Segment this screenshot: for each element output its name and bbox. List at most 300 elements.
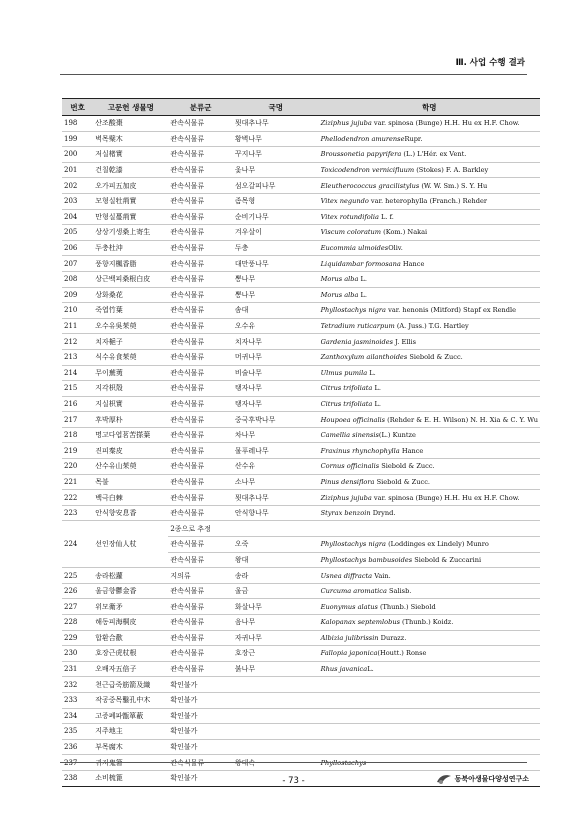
cell-note: 2종으로 추정: [168, 521, 540, 537]
cell-korean-name: 대만풍나무: [233, 256, 319, 272]
table-row: [62, 443, 540, 459]
table-row: [62, 162, 540, 178]
cell-no: 210: [62, 303, 93, 319]
cell-scientific-name: [319, 193, 540, 209]
cell-no: 217: [62, 412, 93, 428]
scientific-name-italic: Vitex negundo: [320, 197, 369, 206]
cell-old-name: 위모衛矛: [93, 599, 168, 615]
cell-korean-name: [233, 708, 319, 724]
scientific-name-author: Hance: [400, 259, 425, 268]
cell-taxon: 관속식물류: [168, 334, 233, 350]
cell-taxon: 관속식물류: [168, 381, 233, 397]
scientific-name-author: var. spinosa (Bunge) H.H. Hu ex H.F. Chow.: [371, 493, 520, 502]
cell-old-name: 지실枳實: [93, 396, 168, 412]
scientific-name-author: Siebold & Zuccarini: [412, 555, 482, 564]
cell-scientific-name: [319, 412, 540, 428]
cell-korean-name: 오수유: [233, 318, 319, 334]
scientific-name-author: L. f.: [378, 212, 394, 221]
cell-scientific-name: [319, 677, 540, 693]
cell-no: 202: [62, 178, 93, 194]
cell-korean-name: 울금: [233, 583, 319, 599]
cell-korean-name: 뽕나무: [233, 271, 319, 287]
scientific-name-italic: Liquidambar formosana: [320, 259, 401, 268]
cell-old-name: 무이蕪荑: [93, 365, 168, 381]
scientific-name-author: Siebold & Zucc.: [407, 353, 463, 362]
cell-no: 211: [62, 318, 93, 334]
cell-scientific-name: [319, 708, 540, 724]
scientific-name-author: J. Ellis: [393, 337, 416, 346]
cell-korean-name: 탱자나무: [233, 396, 319, 412]
cell-taxon: 관속식물류: [168, 755, 233, 771]
scientific-name-italic: Euonymus alatus: [320, 602, 378, 611]
cell-scientific-name: [319, 459, 540, 475]
cell-old-name: 호장근虎杖根: [93, 646, 168, 662]
cell-taxon: 관속식물류: [168, 646, 233, 662]
cell-korean-name: 치자나무: [233, 334, 319, 350]
cell-no: 230: [62, 646, 93, 662]
scientific-name-italic: Zanthoxylum ailanthoides: [320, 353, 408, 362]
cell-old-name: 명고다엽茗苦搽葉: [93, 427, 168, 443]
scientific-name-italic: Viscum coloratum: [320, 228, 382, 237]
table-row: [62, 427, 540, 443]
footer-rule: [60, 762, 527, 763]
table-row: [62, 599, 540, 615]
scientific-name-italic: Cornus officinalis: [320, 462, 380, 471]
table-row: [62, 334, 540, 350]
cell-taxon: 관속식물류: [168, 459, 233, 475]
cell-scientific-name: [319, 552, 540, 568]
cell-taxon: 관속식물류: [168, 443, 233, 459]
cell-korean-name: 뽕나무: [233, 287, 319, 303]
scientific-name-italic: Broussonetia papyrifera: [320, 150, 402, 159]
cell-korean-name: 탱자나무: [233, 381, 319, 397]
cell-scientific-name: [319, 537, 540, 553]
cell-old-name: 상근백피桑根白皮: [93, 271, 168, 287]
scientific-name-author: L.: [372, 384, 381, 393]
cell-old-name: 천근급죽筋箭及織: [93, 677, 168, 693]
cell-old-name: 송라松蘿: [93, 568, 168, 584]
scientific-name-italic: Eleutherococcus gracilistylus: [320, 181, 420, 190]
cell-korean-name: 비술나무: [233, 365, 319, 381]
table-header-row: [62, 99, 540, 116]
cell-taxon: 관속식물류: [168, 147, 233, 163]
scientific-name-italic: Gardenia jasminoides: [320, 337, 394, 346]
cell-old-name: 치자梔子: [93, 334, 168, 350]
scientific-name-author: (L.) Kuntze: [378, 431, 416, 440]
organization-footer: [436, 773, 529, 785]
cell-scientific-name: [319, 568, 540, 584]
cell-scientific-name: [319, 131, 540, 147]
cell-no: 229: [62, 630, 93, 646]
organization-logo-icon: [436, 773, 452, 785]
cell-scientific-name: [319, 318, 540, 334]
cell-old-name: 지주地主: [93, 724, 168, 740]
cell-taxon: 관속식물류: [168, 225, 233, 241]
cell-taxon: 관속식물류: [168, 552, 233, 568]
header-rule: [60, 74, 527, 75]
table-row: [62, 193, 540, 209]
table-row: [62, 271, 540, 287]
cell-taxon: 관속식물류: [168, 178, 233, 194]
table-row: [62, 287, 540, 303]
cell-old-name: 상상기생桑上寄生: [93, 225, 168, 241]
scientific-name-author: (Stokes) F. A. Barkley: [414, 166, 489, 175]
scientific-name-author: Durazz.: [378, 633, 407, 642]
cell-old-name: 귀저鬼箸: [93, 755, 168, 771]
scientific-name-italic: Kalopanax septemlobus: [320, 618, 400, 627]
scientific-name-author: L.: [358, 275, 367, 284]
scientific-name-author: L.: [358, 290, 367, 299]
cell-korean-name: 오죽: [233, 537, 319, 553]
cell-scientific-name: [319, 256, 540, 272]
table-row: [62, 568, 540, 584]
table-row: [62, 630, 540, 646]
scientific-name-author: Salisb.: [386, 587, 412, 596]
cell-korean-name: 묏대추나무: [233, 116, 319, 132]
organization-name: 동북아생물다양성연구소: [454, 775, 529, 783]
cell-old-name: 식수유食茱萸: [93, 349, 168, 365]
scientific-name-italic: Citrus trifoliata: [320, 384, 373, 393]
cell-scientific-name: [319, 443, 540, 459]
scientific-name-italic: Toxicodendron vernicifluum: [320, 166, 415, 175]
cell-scientific-name: [319, 724, 540, 740]
table-row: [62, 474, 540, 490]
cell-taxon: 관속식물류: [168, 505, 233, 521]
cell-no: 232: [62, 677, 93, 693]
cell-korean-name: [233, 692, 319, 708]
cell-old-name: 백극白棘: [93, 490, 168, 506]
cell-no: 226: [62, 583, 93, 599]
cell-no: 214: [62, 365, 93, 381]
cell-korean-name: 겨우살이: [233, 225, 319, 241]
table-row: [62, 692, 540, 708]
table-row: [62, 349, 540, 365]
cell-taxon: 관속식물류: [168, 287, 233, 303]
col-header-korean-name: 국명: [233, 99, 319, 116]
cell-old-name: 오가피五加皮: [93, 178, 168, 194]
col-header-old-name: 고문헌 생물명: [93, 99, 168, 116]
cell-korean-name: [233, 739, 319, 755]
cell-old-name: 작공중목鑿孔中木: [93, 692, 168, 708]
cell-korean-name: 두충: [233, 240, 319, 256]
cell-no: 223: [62, 505, 93, 521]
cell-old-name: 만형실蔓荊實: [93, 209, 168, 225]
cell-old-name: 안식향安息香: [93, 505, 168, 521]
cell-korean-name: 좀목형: [233, 193, 319, 209]
scientific-name-author: L.: [367, 665, 374, 674]
table-row: [62, 646, 540, 662]
cell-old-name: 고증폐파甑箪蔽: [93, 708, 168, 724]
cell-korean-name: 섬오갈피나무: [233, 178, 319, 194]
cell-no: 234: [62, 708, 93, 724]
scientific-name-italic: Houpoea officinalis: [320, 415, 386, 424]
cell-no: 207: [62, 256, 93, 272]
scientific-name-italic: Phyllostachys nigra: [320, 306, 386, 315]
cell-taxon: 확인불가: [168, 692, 233, 708]
cell-taxon: 확인불가: [168, 724, 233, 740]
cell-taxon: 지의류: [168, 568, 233, 584]
scientific-name-author: (Rehder & E. H. Wilson) N. H. Xia & C. Y. Wu: [385, 415, 538, 424]
table-row: [62, 131, 540, 147]
table-row: [62, 225, 540, 241]
cell-taxon: 관속식물류: [168, 209, 233, 225]
scientific-name-italic: Fraxinus rhynchophylla: [320, 446, 400, 455]
scientific-name-italic: Rhus javanica: [320, 665, 368, 674]
cell-scientific-name: [319, 692, 540, 708]
scientific-name-author: var. heterophylla (Franch.) Rehder: [368, 197, 488, 206]
cell-old-name: 소비梳篦: [93, 770, 168, 786]
cell-scientific-name: [319, 739, 540, 755]
col-header-taxon: 분류군: [168, 99, 233, 116]
table-row: [62, 365, 540, 381]
table-row: [62, 381, 540, 397]
cell-old-name: 모형실牡荊實: [93, 193, 168, 209]
cell-korean-name: 물푸레나무: [233, 443, 319, 459]
table-row: [62, 396, 540, 412]
cell-no: 220: [62, 459, 93, 475]
cell-korean-name: 송라: [233, 568, 319, 584]
table-row: [62, 583, 540, 599]
scientific-name-author: Rupr.: [404, 134, 423, 143]
cell-korean-name: 꾸지나무: [233, 147, 319, 163]
cell-taxon: 관속식물류: [168, 396, 233, 412]
cell-old-name: 건칠乾漆: [93, 162, 168, 178]
cell-old-name: 합환合歡: [93, 630, 168, 646]
cell-taxon: 관속식물류: [168, 537, 233, 553]
cell-old-name: 저실楮實: [93, 147, 168, 163]
cell-scientific-name: [319, 147, 540, 163]
cell-scientific-name: [319, 271, 540, 287]
table-row: [62, 209, 540, 225]
cell-no: 212: [62, 334, 93, 350]
cell-no: 203: [62, 193, 93, 209]
cell-old-name: 산수유山茱萸: [93, 459, 168, 475]
scientific-name-italic: Styrax benzoin: [320, 509, 371, 518]
cell-old-name: 부목腐木: [93, 739, 168, 755]
cell-old-name: 오배자五倍子: [93, 661, 168, 677]
scientific-name-italic: Albizia julibrissin: [320, 633, 379, 642]
cell-no: 225: [62, 568, 93, 584]
table-row: [62, 521, 540, 537]
cell-no: 215: [62, 381, 93, 397]
table-row: [62, 459, 540, 475]
cell-scientific-name: [319, 630, 540, 646]
cell-scientific-name: [319, 225, 540, 241]
table-row: [62, 724, 540, 740]
cell-taxon: 관속식물류: [168, 240, 233, 256]
cell-old-name: 지각枳殼: [93, 381, 168, 397]
cell-no: 238: [62, 770, 93, 786]
scientific-name-italic: Ziziphus jujuba: [320, 119, 372, 128]
scientific-name-author: Vain.: [372, 571, 391, 580]
scientific-name-author: L.: [367, 368, 376, 377]
cell-taxon: 관속식물류: [168, 412, 233, 428]
table-row: [62, 661, 540, 677]
cell-no: 237: [62, 755, 93, 771]
table-row: [62, 505, 540, 521]
scientific-name-italic: Phyllostachys bambusoides: [320, 555, 413, 564]
table-row: [62, 303, 540, 319]
cell-no: 227: [62, 599, 93, 615]
cell-korean-name: 옻나무: [233, 162, 319, 178]
cell-scientific-name: [319, 661, 540, 677]
cell-taxon: 관속식물류: [168, 116, 233, 132]
cell-korean-name: 중국후박나무: [233, 412, 319, 428]
cell-no: 198: [62, 116, 93, 132]
scientific-name-author: (Houtt.) Ronse: [377, 649, 427, 658]
scientific-name-author: Siebold & Zucc.: [374, 477, 430, 486]
cell-old-name: 두충杜沖: [93, 240, 168, 256]
scientific-name-italic: Usnea diffracta: [320, 571, 373, 580]
scientific-name-italic: Eucommia ulmoides: [320, 244, 389, 253]
cell-scientific-name: [319, 490, 540, 506]
cell-scientific-name: [319, 505, 540, 521]
cell-scientific-name: [319, 287, 540, 303]
scientific-name-author: (L.) L'Hér. ex Vent.: [401, 150, 467, 159]
cell-korean-name: 음나무: [233, 615, 319, 631]
scientific-name-italic: Pinus densiflora: [320, 477, 375, 486]
scientific-name-author: (Thunb.) Siebold: [377, 602, 436, 611]
cell-taxon: 관속식물류: [168, 256, 233, 272]
cell-no: 218: [62, 427, 93, 443]
scientific-name-author: (W. W. Sm.) S. Y. Hu: [419, 181, 488, 190]
scientific-name-author: Drynd.: [370, 509, 396, 518]
cell-scientific-name: [319, 365, 540, 381]
cell-old-name: 오수유吳茱萸: [93, 318, 168, 334]
cell-no: 206: [62, 240, 93, 256]
cell-taxon: 관속식물류: [168, 193, 233, 209]
cell-taxon: 확인불가: [168, 770, 233, 786]
cell-korean-name: 차나무: [233, 427, 319, 443]
cell-no: 222: [62, 490, 93, 506]
scientific-name-author: Oliv.: [388, 244, 403, 253]
page-number: - 73 -: [282, 776, 305, 786]
cell-korean-name: 순비기나무: [233, 209, 319, 225]
scientific-name-italic: Citrus trifoliata: [320, 399, 373, 408]
scientific-name-italic: Fallopia japonica: [320, 649, 378, 658]
cell-old-name: 해동피海桐皮: [93, 615, 168, 631]
scientific-name-italic: Camellia sinensis: [320, 431, 379, 440]
cell-no: 205: [62, 225, 93, 241]
table-row: [62, 116, 540, 132]
cell-scientific-name: [319, 583, 540, 599]
scientific-name-author: (Loddinges ex Lindely) Munro: [386, 540, 489, 549]
cell-no: 228: [62, 615, 93, 631]
scientific-name-italic: Curcuma aromatica: [320, 587, 387, 596]
table-row: [62, 256, 540, 272]
cell-no: 200: [62, 147, 93, 163]
cell-no: 224: [62, 521, 93, 568]
cell-scientific-name: [319, 396, 540, 412]
cell-taxon: 관속식물류: [168, 599, 233, 615]
cell-no: 233: [62, 692, 93, 708]
cell-no: 213: [62, 349, 93, 365]
table-row: [62, 178, 540, 194]
cell-taxon: 확인불가: [168, 677, 233, 693]
cell-no: 201: [62, 162, 93, 178]
scientific-name-italic: Phyllostachys: [320, 758, 367, 767]
cell-taxon: 관속식물류: [168, 271, 233, 287]
cell-taxon: 관속식물류: [168, 131, 233, 147]
cell-old-name: 풍향지楓香脂: [93, 256, 168, 272]
cell-taxon: 관속식물류: [168, 490, 233, 506]
cell-korean-name: 붉나무: [233, 661, 319, 677]
cell-scientific-name: [319, 178, 540, 194]
cell-no: 216: [62, 396, 93, 412]
section-title: Ⅲ. 사업 수행 결과: [455, 58, 525, 68]
cell-korean-name: 산수유: [233, 459, 319, 475]
col-header-no: 번호: [62, 99, 93, 116]
cell-taxon: 관속식물류: [168, 474, 233, 490]
scientific-name-author: L.: [372, 399, 381, 408]
cell-scientific-name: [319, 427, 540, 443]
col-header-scientific-name: 학명: [319, 99, 540, 116]
cell-no: 236: [62, 739, 93, 755]
cell-no: 208: [62, 271, 93, 287]
cell-scientific-name: [319, 162, 540, 178]
scientific-name-italic: Ziziphus jujuba: [320, 493, 372, 502]
cell-korean-name: 묏대추나무: [233, 490, 319, 506]
cell-korean-name: 왕대: [233, 552, 319, 568]
scientific-name-italic: Phellodendron amurense: [320, 134, 405, 143]
cell-korean-name: 소나무: [233, 474, 319, 490]
cell-korean-name: [233, 677, 319, 693]
scientific-name-author: var. spinosa (Bunge) H.H. Hu ex H.F. Chow.: [371, 119, 520, 128]
cell-scientific-name: [319, 615, 540, 631]
cell-no: 231: [62, 661, 93, 677]
cell-taxon: 관속식물류: [168, 365, 233, 381]
cell-korean-name: 호장근: [233, 646, 319, 662]
cell-old-name: 벽목檗木: [93, 131, 168, 147]
scientific-name-italic: Morus alba: [320, 275, 359, 284]
cell-taxon: 관속식물류: [168, 615, 233, 631]
table-row: [62, 240, 540, 256]
table-row: [62, 412, 540, 428]
scientific-name-author: var. henonis (Mitford) Stapf ex Rendle: [386, 306, 517, 315]
table-row: [62, 739, 540, 755]
scientific-name-italic: Morus alba: [320, 290, 359, 299]
scientific-name-italic: Vitex rotundifolia: [320, 212, 379, 221]
table-row: [62, 615, 540, 631]
scientific-name-author: Siebold & Zucc.: [379, 462, 435, 471]
cell-taxon: 확인불가: [168, 739, 233, 755]
cell-korean-name: 안식향나무: [233, 505, 319, 521]
cell-no: 204: [62, 209, 93, 225]
scientific-name-author: (A. Juss.) T.G. Hartley: [394, 322, 469, 331]
cell-taxon: 관속식물류: [168, 583, 233, 599]
cell-no: 235: [62, 724, 93, 740]
cell-scientific-name: [319, 474, 540, 490]
cell-old-name: 목불: [93, 474, 168, 490]
cell-taxon: 관속식물류: [168, 162, 233, 178]
cell-old-name: 산조酸棗: [93, 116, 168, 132]
cell-old-name: 울금향鬱金香: [93, 583, 168, 599]
cell-no: 209: [62, 287, 93, 303]
scientific-name-author: (Thunb.) Koidz.: [399, 618, 454, 627]
cell-scientific-name: [319, 209, 540, 225]
cell-taxon: 관속식물류: [168, 630, 233, 646]
table-row: [62, 147, 540, 163]
cell-scientific-name: [319, 240, 540, 256]
table-body: [62, 116, 540, 787]
cell-old-name: 진피秦皮: [93, 443, 168, 459]
table-row: [62, 708, 540, 724]
cell-korean-name: 왕대속: [233, 755, 319, 771]
cell-old-name: 상화桑花: [93, 287, 168, 303]
scientific-name-italic: Phyllostachys nigra: [320, 540, 386, 549]
table-row: [62, 677, 540, 693]
cell-no: 221: [62, 474, 93, 490]
